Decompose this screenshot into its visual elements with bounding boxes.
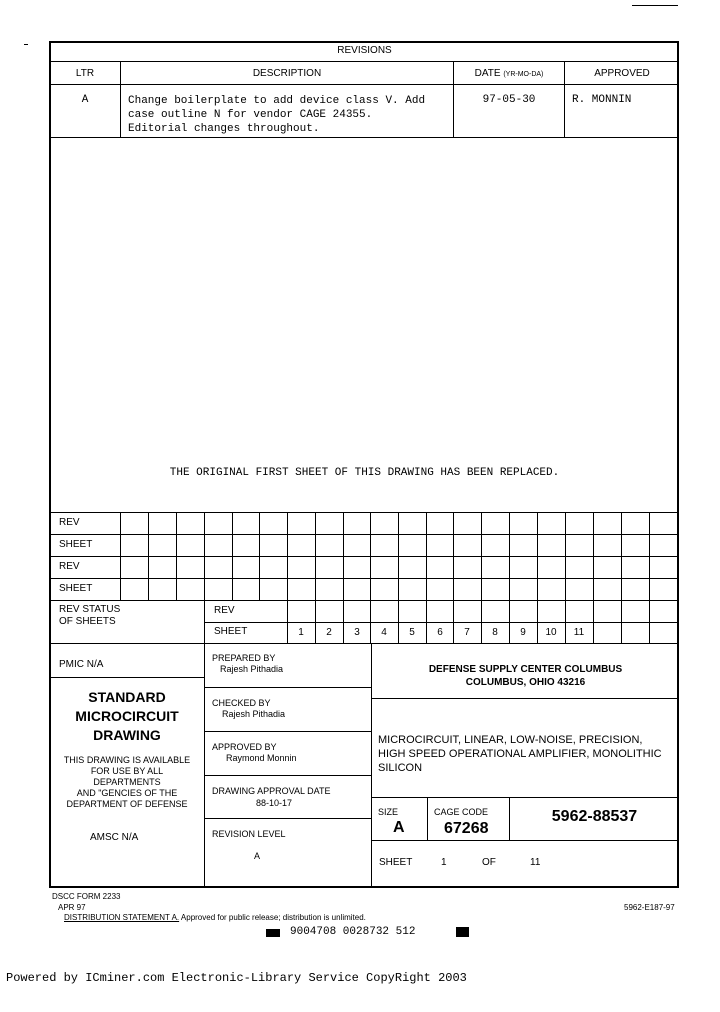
grid-row-label-sheet-1: SHEET bbox=[59, 539, 93, 550]
sheet-number: 5 bbox=[409, 627, 415, 638]
availability-line: FOR USE BY ALL bbox=[90, 766, 164, 776]
prepared-by-label: PREPARED BY bbox=[212, 653, 276, 663]
grid-divider bbox=[148, 512, 149, 600]
rev-status-sheet-label: SHEET bbox=[214, 626, 248, 637]
description-line: Editorial changes throughout. bbox=[128, 123, 320, 135]
revision-level-label: REVISION LEVEL bbox=[212, 829, 286, 839]
amsc: AMSC N/A bbox=[90, 832, 139, 843]
grid-divider bbox=[453, 512, 454, 600]
grid-divider bbox=[481, 512, 482, 600]
revision-level: A bbox=[254, 851, 261, 861]
distribution-label: DISTRIBUTION STATEMENT A. bbox=[64, 913, 180, 922]
grid-divider bbox=[649, 512, 650, 600]
barcode-block-right bbox=[456, 927, 469, 937]
rev-status-line: OF SHEETS bbox=[59, 616, 116, 627]
grid-divider bbox=[426, 512, 427, 600]
sheet-number: 3 bbox=[354, 627, 360, 638]
prepared-by: Rajesh Pithadia bbox=[220, 664, 284, 674]
title-line: MICROCIRCUIT, LINEAR, LOW-NOISE, PRECISION, bbox=[378, 734, 643, 746]
of-label: OF bbox=[482, 857, 496, 868]
barcode-block-left bbox=[266, 929, 280, 937]
revision-approved: R. MONNIN bbox=[572, 94, 632, 106]
sheet-label: SHEET bbox=[379, 857, 413, 868]
sheet-number: 2 bbox=[326, 627, 332, 638]
grid-divider bbox=[537, 512, 538, 600]
checked-by: Rajesh Pithadia bbox=[222, 709, 286, 719]
grid-divider bbox=[509, 512, 510, 600]
grid-divider bbox=[204, 512, 205, 600]
distribution-text: Approved for public release; distribution is unlimited. bbox=[180, 913, 366, 922]
date-format: (YR-MO-DA) bbox=[503, 71, 544, 78]
standard-line: STANDARD bbox=[88, 689, 166, 705]
sheet-total: 11 bbox=[530, 857, 541, 868]
title-line: HIGH SPEED OPERATIONAL AMPLIFIER, MONOLITHIC bbox=[378, 748, 662, 760]
form-code: 5962-E187-97 bbox=[624, 903, 675, 912]
powered-by: Powered by ICminer.com Electronic-Library Service CopyRight 2003 bbox=[6, 971, 467, 985]
sheet-number: 6 bbox=[437, 627, 443, 638]
distribution-statement bbox=[64, 913, 366, 922]
replaced-note: THE ORIGINAL FIRST SHEET OF THIS DRAWING HAS BEEN REPLACED. bbox=[169, 467, 560, 479]
availability-line: AND "GENCIES OF THE bbox=[76, 788, 178, 798]
pmic: PMIC N/A bbox=[59, 659, 104, 670]
sheet-value: 1 bbox=[441, 857, 447, 868]
sheet-number: 1 bbox=[298, 627, 304, 638]
sheet-number: 8 bbox=[492, 627, 498, 638]
grid-row-label-rev-1: REV bbox=[59, 517, 80, 528]
sheet-number: 7 bbox=[464, 627, 470, 638]
description-line: Change boilerplate to add device class V. Add bbox=[128, 95, 426, 107]
title-line: SILICON bbox=[378, 762, 423, 774]
grid-divider bbox=[259, 512, 260, 600]
grid-row-label-rev-2: REV bbox=[59, 561, 80, 572]
sheet-number: 11 bbox=[573, 627, 585, 638]
agency-name bbox=[372, 663, 679, 689]
grid-divider bbox=[593, 600, 594, 643]
cage-code: 67268 bbox=[444, 820, 489, 837]
standard-line: MICROCIRCUIT bbox=[75, 708, 179, 724]
grid-divider bbox=[120, 512, 121, 600]
agency-line: COLUMBUS, OHIO 43216 bbox=[465, 677, 586, 688]
approval-date: 88-10-17 bbox=[256, 798, 293, 808]
standard-line: DRAWING bbox=[93, 727, 161, 743]
approved-header: APPROVED bbox=[594, 68, 650, 79]
drawing-title bbox=[378, 733, 662, 775]
availability-line: DEPARTMENT OF DEFENSE bbox=[66, 799, 188, 809]
availability-note bbox=[50, 755, 204, 810]
grid-divider bbox=[649, 600, 650, 643]
barcode-text: 9004708 0028732 512 bbox=[290, 926, 416, 938]
drawing-number: 5962-88537 bbox=[551, 808, 638, 825]
sheet-number: 9 bbox=[520, 627, 526, 638]
size-value: A bbox=[393, 819, 405, 836]
revision-description bbox=[128, 94, 425, 136]
grid-divider bbox=[370, 512, 371, 600]
grid-divider bbox=[232, 512, 233, 600]
availability-line: DEPARTMENTS bbox=[93, 777, 161, 787]
grid-divider bbox=[621, 512, 622, 600]
checked-by-label: CHECKED BY bbox=[212, 698, 271, 708]
description-line: case outline N for vendor CAGE 24355. bbox=[128, 109, 373, 121]
scan-mark bbox=[24, 44, 28, 45]
availability-line: THIS DRAWING IS AVAILABLE bbox=[63, 755, 191, 765]
revision-date: 97-05-30 bbox=[482, 94, 536, 106]
revision-ltr: A bbox=[81, 94, 89, 106]
grid-divider bbox=[621, 600, 622, 643]
sheet-number: 10 bbox=[545, 627, 557, 638]
ltr-header: LTR bbox=[75, 68, 95, 79]
date-header bbox=[454, 68, 564, 79]
form-id bbox=[52, 891, 120, 913]
form-name: DSCC FORM 2233 bbox=[52, 892, 121, 901]
revisions-title: REVISIONS bbox=[337, 45, 392, 56]
date-header-label: DATE bbox=[474, 68, 501, 79]
grid-row-label-sheet-2: SHEET bbox=[59, 583, 93, 594]
rev-status-line: REV STATUS bbox=[59, 604, 121, 615]
grid-divider bbox=[593, 512, 594, 600]
approved-by-label: APPROVED BY bbox=[212, 742, 277, 752]
scan-mark bbox=[632, 5, 678, 6]
approved-by: Raymond Monnin bbox=[226, 753, 297, 763]
standard-microcircuit-drawing bbox=[50, 688, 204, 745]
grid-divider bbox=[315, 512, 316, 600]
approval-date-label: DRAWING APPROVAL DATE bbox=[212, 786, 331, 796]
grid-divider bbox=[398, 512, 399, 600]
form-date: APR 97 bbox=[58, 903, 86, 912]
rev-status-rev-label: REV bbox=[214, 605, 235, 616]
sheet-number: 4 bbox=[381, 627, 387, 638]
rev-status-label bbox=[59, 604, 120, 628]
grid-divider bbox=[176, 512, 177, 600]
description-header: DESCRIPTION bbox=[252, 68, 322, 79]
grid-divider bbox=[287, 512, 288, 600]
agency-line: DEFENSE SUPPLY CENTER COLUMBUS bbox=[428, 664, 623, 675]
cage-code-label: CAGE CODE bbox=[434, 807, 489, 817]
grid-divider bbox=[565, 512, 566, 600]
grid-divider bbox=[343, 512, 344, 600]
size-label: SIZE bbox=[378, 807, 399, 817]
